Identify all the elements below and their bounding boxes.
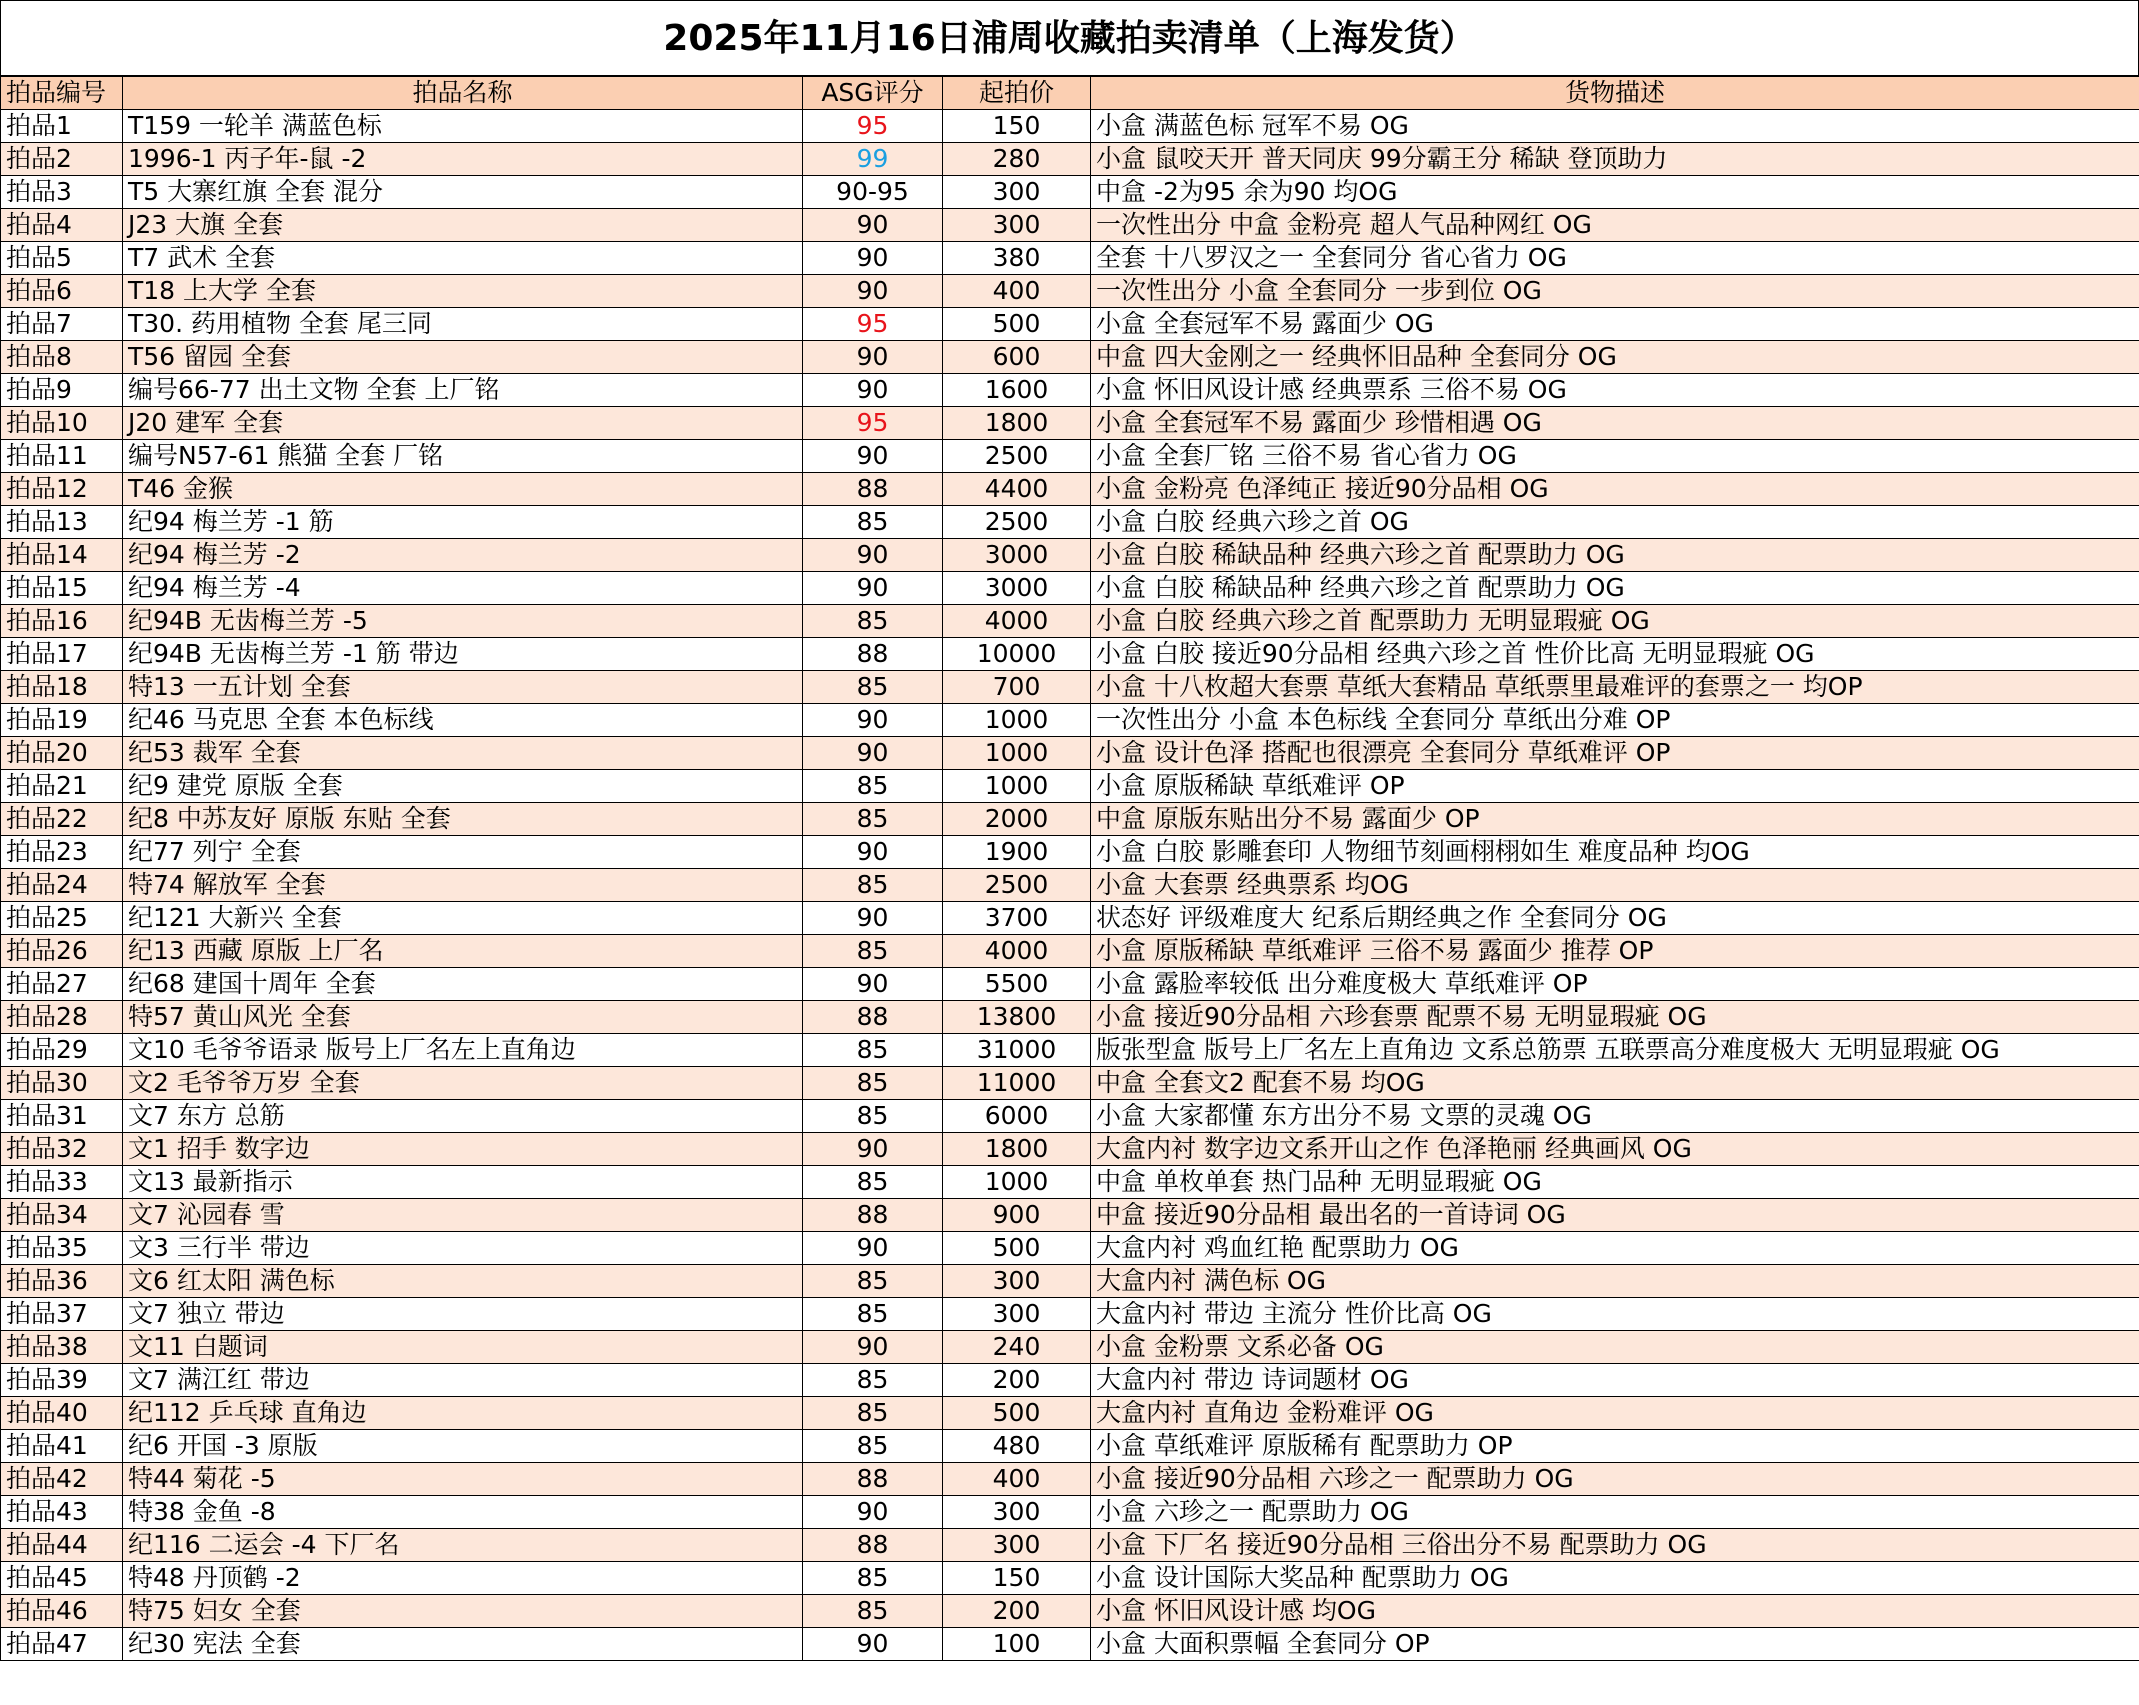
start-price-cell: 200 xyxy=(943,1595,1091,1628)
asg-score-cell: 90 xyxy=(803,440,943,473)
lot-id-cell: 拍品42 xyxy=(1,1463,123,1496)
lot-name-cell: 文7 满江红 带边 xyxy=(123,1364,803,1397)
table-header xyxy=(1,77,2139,110)
lot-name-cell: 纪94 梅兰芳 -2 xyxy=(123,539,803,572)
table-row xyxy=(1,1562,2139,1595)
description-cell: 小盒 六珍之一 配票助力 OG xyxy=(1091,1496,2139,1529)
lot-name-cell: 编号66-77 出土文物 全套 上厂铭 xyxy=(123,374,803,407)
lot-id-cell: 拍品36 xyxy=(1,1265,123,1298)
lot-id-cell: 拍品27 xyxy=(1,968,123,1001)
asg-score-cell: 88 xyxy=(803,1001,943,1034)
description-cell: 小盒 白胶 稀缺品种 经典六珍之首 配票助力 OG xyxy=(1091,572,2139,605)
start-price-cell: 3000 xyxy=(943,539,1091,572)
description-cell: 小盒 设计色泽 搭配也很漂亮 全套同分 草纸难评 OP xyxy=(1091,737,2139,770)
start-price-cell: 1600 xyxy=(943,374,1091,407)
asg-score-cell: 85 xyxy=(803,1562,943,1595)
description-cell: 全套 十八罗汉之一 全套同分 省心省力 OG xyxy=(1091,242,2139,275)
start-price-cell: 150 xyxy=(943,1562,1091,1595)
table-body xyxy=(1,110,2139,1661)
asg-score-cell: 90 xyxy=(803,1331,943,1364)
lot-id-cell: 拍品41 xyxy=(1,1430,123,1463)
description-cell: 小盒 露脸率较低 出分难度极大 草纸难评 OP xyxy=(1091,968,2139,1001)
table-row xyxy=(1,968,2139,1001)
lot-id-cell: 拍品16 xyxy=(1,605,123,638)
asg-score-cell: 88 xyxy=(803,1199,943,1232)
header-asg-score: ASG评分 xyxy=(803,77,943,110)
header-lot-name: 拍品名称 xyxy=(123,77,803,110)
description-cell: 小盒 大面积票幅 全套同分 OP xyxy=(1091,1628,2139,1661)
asg-score-cell: 95 xyxy=(803,110,943,143)
description-cell: 小盒 白胶 经典六珍之首 配票助力 无明显瑕疵 OG xyxy=(1091,605,2139,638)
table-row xyxy=(1,704,2139,737)
asg-score-cell: 99 xyxy=(803,143,943,176)
description-cell: 小盒 白胶 经典六珍之首 OG xyxy=(1091,506,2139,539)
lot-id-cell: 拍品43 xyxy=(1,1496,123,1529)
description-cell: 小盒 金粉亮 色泽纯正 接近90分品相 OG xyxy=(1091,473,2139,506)
asg-score-cell: 85 xyxy=(803,770,943,803)
lot-name-cell: T18 上大学 全套 xyxy=(123,275,803,308)
start-price-cell: 1900 xyxy=(943,836,1091,869)
table-row xyxy=(1,638,2139,671)
asg-score-cell: 85 xyxy=(803,1265,943,1298)
lot-id-cell: 拍品30 xyxy=(1,1067,123,1100)
lot-id-cell: 拍品19 xyxy=(1,704,123,737)
table-row xyxy=(1,308,2139,341)
description-cell: 一次性出分 小盒 全套同分 一步到位 OG xyxy=(1091,275,2139,308)
start-price-cell: 300 xyxy=(943,1298,1091,1331)
lot-id-cell: 拍品8 xyxy=(1,341,123,374)
lot-name-cell: 编号N57-61 熊猫 全套 厂铭 xyxy=(123,440,803,473)
table-row xyxy=(1,506,2139,539)
start-price-cell: 600 xyxy=(943,341,1091,374)
table-row xyxy=(1,803,2139,836)
table-row xyxy=(1,737,2139,770)
lot-id-cell: 拍品45 xyxy=(1,1562,123,1595)
table-row xyxy=(1,1232,2139,1265)
start-price-cell: 2500 xyxy=(943,506,1091,539)
description-cell: 中盒 原版东贴出分不易 露面少 OP xyxy=(1091,803,2139,836)
table-row xyxy=(1,1595,2139,1628)
asg-score-cell: 85 xyxy=(803,869,943,902)
lot-id-cell: 拍品22 xyxy=(1,803,123,836)
lot-name-cell: T5 大寨红旗 全套 混分 xyxy=(123,176,803,209)
lot-name-cell: 文10 毛爷爷语录 版号上厂名左上直角边 xyxy=(123,1034,803,1067)
asg-score-cell: 90 xyxy=(803,275,943,308)
lot-name-cell: T159 一轮羊 满蓝色标 xyxy=(123,110,803,143)
description-cell: 一次性出分 中盒 金粉亮 超人气品种网红 OG xyxy=(1091,209,2139,242)
start-price-cell: 480 xyxy=(943,1430,1091,1463)
asg-score-cell: 85 xyxy=(803,1067,943,1100)
description-cell: 小盒 草纸难评 原版稀有 配票助力 OP xyxy=(1091,1430,2139,1463)
start-price-cell: 300 xyxy=(943,209,1091,242)
asg-score-cell: 95 xyxy=(803,407,943,440)
table-row xyxy=(1,770,2139,803)
table-row xyxy=(1,935,2139,968)
lot-id-cell: 拍品44 xyxy=(1,1529,123,1562)
description-cell: 小盒 全套冠军不易 露面少 珍惜相遇 OG xyxy=(1091,407,2139,440)
lot-name-cell: J20 建军 全套 xyxy=(123,407,803,440)
start-price-cell: 1000 xyxy=(943,770,1091,803)
description-cell: 小盒 全套厂铭 三俗不易 省心省力 OG xyxy=(1091,440,2139,473)
start-price-cell: 11000 xyxy=(943,1067,1091,1100)
table-row xyxy=(1,1298,2139,1331)
table-row xyxy=(1,473,2139,506)
lot-id-cell: 拍品29 xyxy=(1,1034,123,1067)
description-cell: 状态好 评级难度大 纪系后期经典之作 全套同分 OG xyxy=(1091,902,2139,935)
start-price-cell: 1000 xyxy=(943,1166,1091,1199)
lot-name-cell: 纪121 大新兴 全套 xyxy=(123,902,803,935)
lot-name-cell: 纪13 西藏 原版 上厂名 xyxy=(123,935,803,968)
asg-score-cell: 90 xyxy=(803,737,943,770)
asg-score-cell: 85 xyxy=(803,1034,943,1067)
lot-id-cell: 拍品37 xyxy=(1,1298,123,1331)
table-row xyxy=(1,143,2139,176)
asg-score-cell: 85 xyxy=(803,1430,943,1463)
lot-name-cell: 纪53 裁军 全套 xyxy=(123,737,803,770)
description-cell: 小盒 白胶 影雕套印 人物细节刻画栩栩如生 难度品种 均OG xyxy=(1091,836,2139,869)
asg-score-cell: 88 xyxy=(803,1529,943,1562)
asg-score-cell: 85 xyxy=(803,1166,943,1199)
lot-name-cell: 文7 独立 带边 xyxy=(123,1298,803,1331)
table-row xyxy=(1,440,2139,473)
asg-score-cell: 90 xyxy=(803,1496,943,1529)
lot-id-cell: 拍品4 xyxy=(1,209,123,242)
table-row xyxy=(1,605,2139,638)
lot-id-cell: 拍品33 xyxy=(1,1166,123,1199)
table-row xyxy=(1,1265,2139,1298)
start-price-cell: 700 xyxy=(943,671,1091,704)
lot-id-cell: 拍品17 xyxy=(1,638,123,671)
start-price-cell: 10000 xyxy=(943,638,1091,671)
lot-id-cell: 拍品47 xyxy=(1,1628,123,1661)
lot-name-cell: 1996-1 丙子年-鼠 -2 xyxy=(123,143,803,176)
lot-name-cell: 纪112 乒乓球 直角边 xyxy=(123,1397,803,1430)
start-price-cell: 1800 xyxy=(943,407,1091,440)
lot-id-cell: 拍品38 xyxy=(1,1331,123,1364)
table-row xyxy=(1,539,2139,572)
table-row xyxy=(1,242,2139,275)
asg-score-cell: 90 xyxy=(803,242,943,275)
lot-name-cell: 纪6 开国 -3 原版 xyxy=(123,1430,803,1463)
description-cell: 大盒内衬 数字边文系开山之作 色泽艳丽 经典画风 OG xyxy=(1091,1133,2139,1166)
asg-score-cell: 90 xyxy=(803,902,943,935)
lot-name-cell: 特38 金鱼 -8 xyxy=(123,1496,803,1529)
description-cell: 小盒 接近90分品相 六珍套票 配票不易 无明显瑕疵 OG xyxy=(1091,1001,2139,1034)
start-price-cell: 4000 xyxy=(943,935,1091,968)
lot-id-cell: 拍品25 xyxy=(1,902,123,935)
lot-name-cell: 纪94B 无齿梅兰芳 -1 筋 带边 xyxy=(123,638,803,671)
start-price-cell: 300 xyxy=(943,1529,1091,1562)
start-price-cell: 1000 xyxy=(943,737,1091,770)
table-row xyxy=(1,1364,2139,1397)
lot-name-cell: 特44 菊花 -5 xyxy=(123,1463,803,1496)
lot-id-cell: 拍品3 xyxy=(1,176,123,209)
asg-score-cell: 85 xyxy=(803,1595,943,1628)
start-price-cell: 2500 xyxy=(943,869,1091,902)
lot-id-cell: 拍品15 xyxy=(1,572,123,605)
asg-score-cell: 90 xyxy=(803,1133,943,1166)
asg-score-cell: 85 xyxy=(803,1397,943,1430)
asg-score-cell: 90 xyxy=(803,539,943,572)
description-cell: 小盒 满蓝色标 冠军不易 OG xyxy=(1091,110,2139,143)
auction-table xyxy=(0,76,2139,1661)
table-row xyxy=(1,1166,2139,1199)
description-cell: 小盒 怀旧风设计感 经典票系 三俗不易 OG xyxy=(1091,374,2139,407)
lot-id-cell: 拍品13 xyxy=(1,506,123,539)
lot-id-cell: 拍品6 xyxy=(1,275,123,308)
asg-score-cell: 85 xyxy=(803,803,943,836)
lot-name-cell: T7 武术 全套 xyxy=(123,242,803,275)
description-cell: 中盒 接近90分品相 最出名的一首诗词 OG xyxy=(1091,1199,2139,1232)
start-price-cell: 3700 xyxy=(943,902,1091,935)
asg-score-cell: 90 xyxy=(803,968,943,1001)
lot-name-cell: 文1 招手 数字边 xyxy=(123,1133,803,1166)
description-cell: 小盒 白胶 接近90分品相 经典六珍之首 性价比高 无明显瑕疵 OG xyxy=(1091,638,2139,671)
description-cell: 大盒内衬 带边 诗词题材 OG xyxy=(1091,1364,2139,1397)
lot-id-cell: 拍品46 xyxy=(1,1595,123,1628)
table-row xyxy=(1,1199,2139,1232)
description-cell: 小盒 鼠咬天开 普天同庆 99分霸王分 稀缺 登顶助力 xyxy=(1091,143,2139,176)
lot-id-cell: 拍品12 xyxy=(1,473,123,506)
description-cell: 小盒 白胶 稀缺品种 经典六珍之首 配票助力 OG xyxy=(1091,539,2139,572)
lot-name-cell: 纪9 建党 原版 全套 xyxy=(123,770,803,803)
description-cell: 一次性出分 小盒 本色标线 全套同分 草纸出分难 OP xyxy=(1091,704,2139,737)
start-price-cell: 500 xyxy=(943,1232,1091,1265)
lot-id-cell: 拍品35 xyxy=(1,1232,123,1265)
start-price-cell: 31000 xyxy=(943,1034,1091,1067)
lot-id-cell: 拍品34 xyxy=(1,1199,123,1232)
table-row xyxy=(1,1331,2139,1364)
asg-score-cell: 90 xyxy=(803,1628,943,1661)
table-row xyxy=(1,110,2139,143)
asg-score-cell: 90 xyxy=(803,209,943,242)
start-price-cell: 300 xyxy=(943,1496,1091,1529)
start-price-cell: 1800 xyxy=(943,1133,1091,1166)
lot-name-cell: T30. 药用植物 全套 尾三同 xyxy=(123,308,803,341)
start-price-cell: 13800 xyxy=(943,1001,1091,1034)
asg-score-cell: 90 xyxy=(803,374,943,407)
asg-score-cell: 85 xyxy=(803,605,943,638)
start-price-cell: 5500 xyxy=(943,968,1091,1001)
start-price-cell: 4400 xyxy=(943,473,1091,506)
description-cell: 小盒 设计国际大奖品种 配票助力 OG xyxy=(1091,1562,2139,1595)
lot-name-cell: 纪94 梅兰芳 -4 xyxy=(123,572,803,605)
asg-score-cell: 88 xyxy=(803,638,943,671)
lot-id-cell: 拍品5 xyxy=(1,242,123,275)
lot-id-cell: 拍品1 xyxy=(1,110,123,143)
lot-name-cell: T46 金猴 xyxy=(123,473,803,506)
table-row xyxy=(1,1067,2139,1100)
table-row xyxy=(1,869,2139,902)
lot-name-cell: 特13 一五计划 全套 xyxy=(123,671,803,704)
lot-name-cell: 特75 妇女 全套 xyxy=(123,1595,803,1628)
description-cell: 小盒 原版稀缺 草纸难评 OP xyxy=(1091,770,2139,803)
asg-score-cell: 85 xyxy=(803,1100,943,1133)
asg-score-cell: 85 xyxy=(803,1364,943,1397)
lot-id-cell: 拍品23 xyxy=(1,836,123,869)
header-start-price: 起拍价 xyxy=(943,77,1091,110)
lot-name-cell: 文11 白题词 xyxy=(123,1331,803,1364)
table-row xyxy=(1,209,2139,242)
table-row xyxy=(1,275,2139,308)
lot-name-cell: T56 留园 全套 xyxy=(123,341,803,374)
lot-id-cell: 拍品40 xyxy=(1,1397,123,1430)
lot-id-cell: 拍品9 xyxy=(1,374,123,407)
asg-score-cell: 88 xyxy=(803,473,943,506)
asg-score-cell: 90 xyxy=(803,836,943,869)
description-cell: 小盒 全套冠军不易 露面少 OG xyxy=(1091,308,2139,341)
start-price-cell: 2000 xyxy=(943,803,1091,836)
table-row xyxy=(1,671,2139,704)
table-row xyxy=(1,1430,2139,1463)
table-row xyxy=(1,572,2139,605)
table-row xyxy=(1,836,2139,869)
table-row xyxy=(1,1628,2139,1661)
lot-name-cell: 纪46 马克思 全套 本色标线 xyxy=(123,704,803,737)
asg-score-cell: 90 xyxy=(803,572,943,605)
start-price-cell: 150 xyxy=(943,110,1091,143)
lot-name-cell: 纪30 宪法 全套 xyxy=(123,1628,803,1661)
description-cell: 小盒 原版稀缺 草纸难评 三俗不易 露面少 推荐 OP xyxy=(1091,935,2139,968)
start-price-cell: 4000 xyxy=(943,605,1091,638)
description-cell: 大盒内衬 带边 主流分 性价比高 OG xyxy=(1091,1298,2139,1331)
description-cell: 中盒 -2为95 余为90 均OG xyxy=(1091,176,2139,209)
start-price-cell: 400 xyxy=(943,275,1091,308)
start-price-cell: 6000 xyxy=(943,1100,1091,1133)
lot-name-cell: J23 大旗 全套 xyxy=(123,209,803,242)
table-row xyxy=(1,341,2139,374)
lot-name-cell: 特57 黄山风光 全套 xyxy=(123,1001,803,1034)
lot-id-cell: 拍品26 xyxy=(1,935,123,968)
lot-id-cell: 拍品10 xyxy=(1,407,123,440)
lot-id-cell: 拍品20 xyxy=(1,737,123,770)
description-cell: 小盒 下厂名 接近90分品相 三俗出分不易 配票助力 OG xyxy=(1091,1529,2139,1562)
asg-score-cell: 90-95 xyxy=(803,176,943,209)
lot-name-cell: 纪94B 无齿梅兰芳 -5 xyxy=(123,605,803,638)
table-row xyxy=(1,374,2139,407)
sheet-title: 2025年11月16日浦周收藏拍卖清单（上海发货） xyxy=(0,0,2139,76)
table-row xyxy=(1,1496,2139,1529)
lot-name-cell: 文2 毛爷爷万岁 全套 xyxy=(123,1067,803,1100)
lot-name-cell: 特48 丹顶鹤 -2 xyxy=(123,1562,803,1595)
lot-id-cell: 拍品39 xyxy=(1,1364,123,1397)
start-price-cell: 400 xyxy=(943,1463,1091,1496)
description-cell: 中盒 四大金刚之一 经典怀旧品种 全套同分 OG xyxy=(1091,341,2139,374)
description-cell: 大盒内衬 鸡血红艳 配票助力 OG xyxy=(1091,1232,2139,1265)
table-row xyxy=(1,1034,2139,1067)
description-cell: 小盒 怀旧风设计感 均OG xyxy=(1091,1595,2139,1628)
table-row xyxy=(1,176,2139,209)
start-price-cell: 300 xyxy=(943,1265,1091,1298)
start-price-cell: 300 xyxy=(943,176,1091,209)
lot-id-cell: 拍品32 xyxy=(1,1133,123,1166)
description-cell: 中盒 全套文2 配套不易 均OG xyxy=(1091,1067,2139,1100)
description-cell: 大盒内衬 满色标 OG xyxy=(1091,1265,2139,1298)
start-price-cell: 240 xyxy=(943,1331,1091,1364)
lot-name-cell: 纪116 二运会 -4 下厂名 xyxy=(123,1529,803,1562)
start-price-cell: 1000 xyxy=(943,704,1091,737)
asg-score-cell: 88 xyxy=(803,1463,943,1496)
lot-name-cell: 纪68 建国十周年 全套 xyxy=(123,968,803,1001)
lot-id-cell: 拍品31 xyxy=(1,1100,123,1133)
table-row xyxy=(1,902,2139,935)
header-row xyxy=(1,77,2139,110)
asg-score-cell: 85 xyxy=(803,506,943,539)
lot-name-cell: 纪8 中苏友好 原版 东贴 全套 xyxy=(123,803,803,836)
description-cell: 小盒 十八枚超大套票 草纸大套精品 草纸票里最难评的套票之一 均OP xyxy=(1091,671,2139,704)
table-row xyxy=(1,1463,2139,1496)
start-price-cell: 2500 xyxy=(943,440,1091,473)
lot-name-cell: 文13 最新指示 xyxy=(123,1166,803,1199)
start-price-cell: 500 xyxy=(943,1397,1091,1430)
table-row xyxy=(1,407,2139,440)
lot-id-cell: 拍品14 xyxy=(1,539,123,572)
start-price-cell: 200 xyxy=(943,1364,1091,1397)
lot-name-cell: 纪77 列宁 全套 xyxy=(123,836,803,869)
lot-name-cell: 文7 沁园春 雪 xyxy=(123,1199,803,1232)
lot-id-cell: 拍品11 xyxy=(1,440,123,473)
description-cell: 中盒 单枚单套 热门品种 无明显瑕疵 OG xyxy=(1091,1166,2139,1199)
lot-id-cell: 拍品24 xyxy=(1,869,123,902)
asg-score-cell: 85 xyxy=(803,671,943,704)
start-price-cell: 3000 xyxy=(943,572,1091,605)
description-cell: 版张型盒 版号上厂名左上直角边 文系总筋票 五联票高分难度极大 无明显瑕疵 OG xyxy=(1091,1034,2139,1067)
description-cell: 小盒 大家都懂 东方出分不易 文票的灵魂 OG xyxy=(1091,1100,2139,1133)
table-row xyxy=(1,1001,2139,1034)
description-cell: 小盒 大套票 经典票系 均OG xyxy=(1091,869,2139,902)
lot-name-cell: 文3 三行半 带边 xyxy=(123,1232,803,1265)
header-lot-id: 拍品编号 xyxy=(1,77,123,110)
asg-score-cell: 85 xyxy=(803,1298,943,1331)
description-cell: 小盒 接近90分品相 六珍之一 配票助力 OG xyxy=(1091,1463,2139,1496)
table-row xyxy=(1,1100,2139,1133)
lot-name-cell: 纪94 梅兰芳 -1 筋 xyxy=(123,506,803,539)
asg-score-cell: 90 xyxy=(803,1232,943,1265)
start-price-cell: 900 xyxy=(943,1199,1091,1232)
lot-id-cell: 拍品28 xyxy=(1,1001,123,1034)
table-row xyxy=(1,1529,2139,1562)
description-cell: 小盒 金粉票 文系必备 OG xyxy=(1091,1331,2139,1364)
lot-id-cell: 拍品18 xyxy=(1,671,123,704)
lot-name-cell: 文7 东方 总筋 xyxy=(123,1100,803,1133)
start-price-cell: 280 xyxy=(943,143,1091,176)
asg-score-cell: 90 xyxy=(803,704,943,737)
asg-score-cell: 85 xyxy=(803,935,943,968)
description-cell: 大盒内衬 直角边 金粉难评 OG xyxy=(1091,1397,2139,1430)
lot-id-cell: 拍品2 xyxy=(1,143,123,176)
lot-name-cell: 文6 红太阳 满色标 xyxy=(123,1265,803,1298)
header-description: 货物描述 xyxy=(1091,77,2139,110)
start-price-cell: 500 xyxy=(943,308,1091,341)
lot-id-cell: 拍品21 xyxy=(1,770,123,803)
start-price-cell: 100 xyxy=(943,1628,1091,1661)
lot-name-cell: 特74 解放军 全套 xyxy=(123,869,803,902)
asg-score-cell: 90 xyxy=(803,341,943,374)
lot-id-cell: 拍品7 xyxy=(1,308,123,341)
table-row xyxy=(1,1133,2139,1166)
asg-score-cell: 95 xyxy=(803,308,943,341)
table-row xyxy=(1,1397,2139,1430)
start-price-cell: 380 xyxy=(943,242,1091,275)
